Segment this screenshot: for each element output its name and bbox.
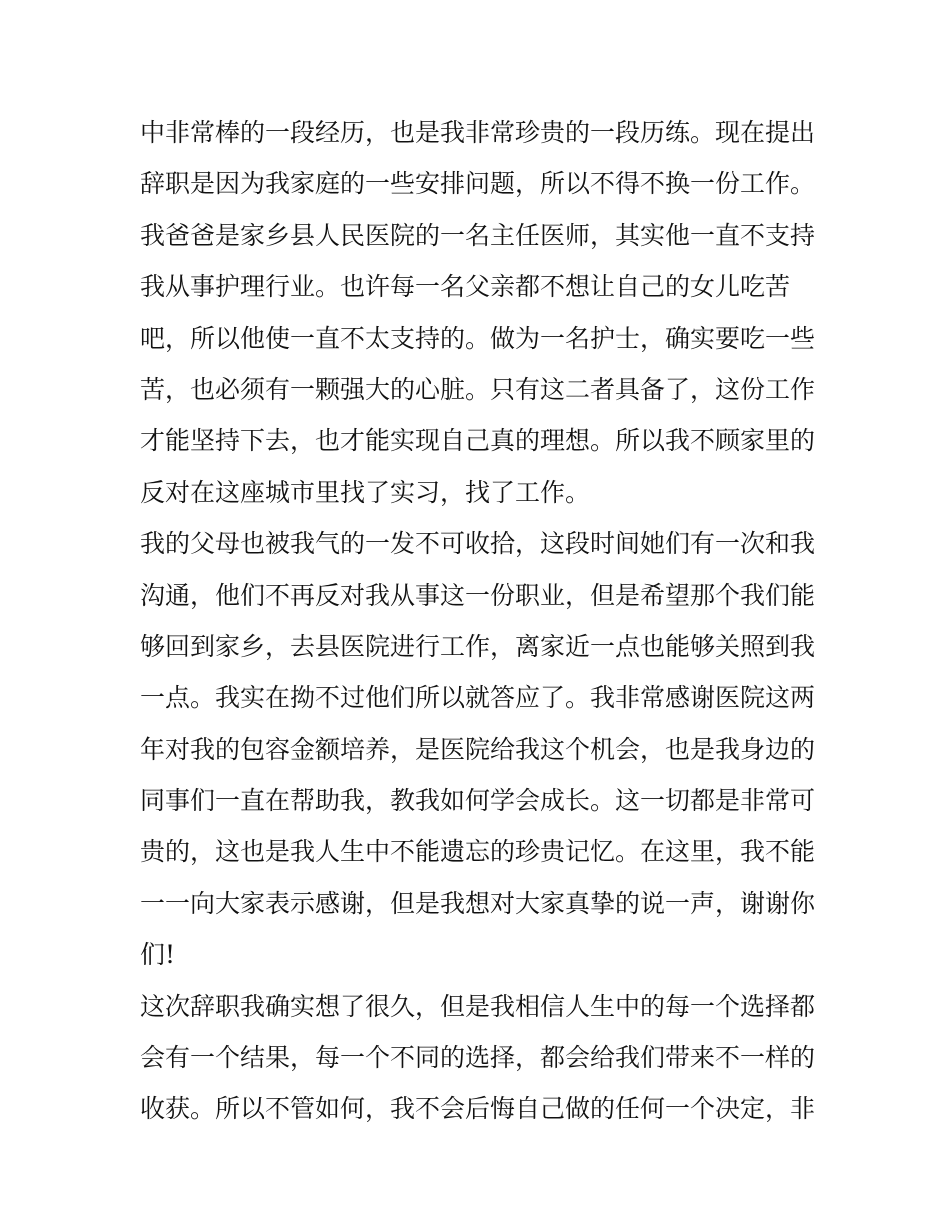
- text-line: 我从事护理行业。也许每一名父亲都不想让自己的女儿吃苦: [140, 272, 791, 302]
- text-line: 苦，也必须有一颗强大的心脏。只有这二者具备了，这份工作: [140, 374, 816, 404]
- text-line: 会有一个结果，每一个不同的选择，都会给我们带来不一样的: [140, 1043, 816, 1073]
- text-line: 中非常棒的一段经历，也是我非常珍贵的一段历练。现在提出: [140, 118, 816, 147]
- text-line: 收获。所以不管如何，我不会后悔自己做的任何一个决定，非: [140, 1094, 816, 1124]
- text-line: 才能坚持下去，也才能实现自己真的理想。所以我不顾家里的: [140, 426, 816, 456]
- text-line: 吧，所以他使一直不太支持的。做为一名护士，确实要吃一些: [140, 323, 816, 353]
- text-line: 我爸爸是家乡县人民医院的一名主任医师，其实他一直不支持: [140, 220, 816, 250]
- text-line: 够回到家乡，去县医院进行工作，离家近一点也能够关照到我: [140, 631, 816, 661]
- text-line: 一一向大家表示感谢，但是我想对大家真挚的说一声，谢谢你: [140, 888, 816, 918]
- text-line: 沟通，他们不再反对我从事这一份职业，但是希望那个我们能: [140, 580, 816, 610]
- text-line: 辞职是因为我家庭的一些安排问题，所以不得不换一份工作。: [140, 169, 816, 199]
- text-line: 贵的，这也是我人生中不能遗忘的珍贵记忆。在这里，我不能: [140, 837, 816, 867]
- text-line: 同事们一直在帮助我，教我如何学会成长。这一切都是非常可: [140, 786, 816, 816]
- text-line: 我的父母也被我气的一发不可收拾，这段时间她们有一次和我: [140, 529, 816, 559]
- body-text: [140, 107, 820, 1135]
- text-line: 年对我的包容金额培养，是医院给我这个机会，也是我身边的: [140, 734, 816, 764]
- text-line: 这次辞职我确实想了很久，但是我相信人生中的每一个选择都: [140, 991, 816, 1021]
- text-line: 们!: [140, 940, 176, 970]
- text-line: 一点。我实在拗不过他们所以就答应了。我非常感谢医院这两: [140, 683, 816, 713]
- text-line: 反对在这座城市里找了实习，找了工作。: [140, 477, 591, 507]
